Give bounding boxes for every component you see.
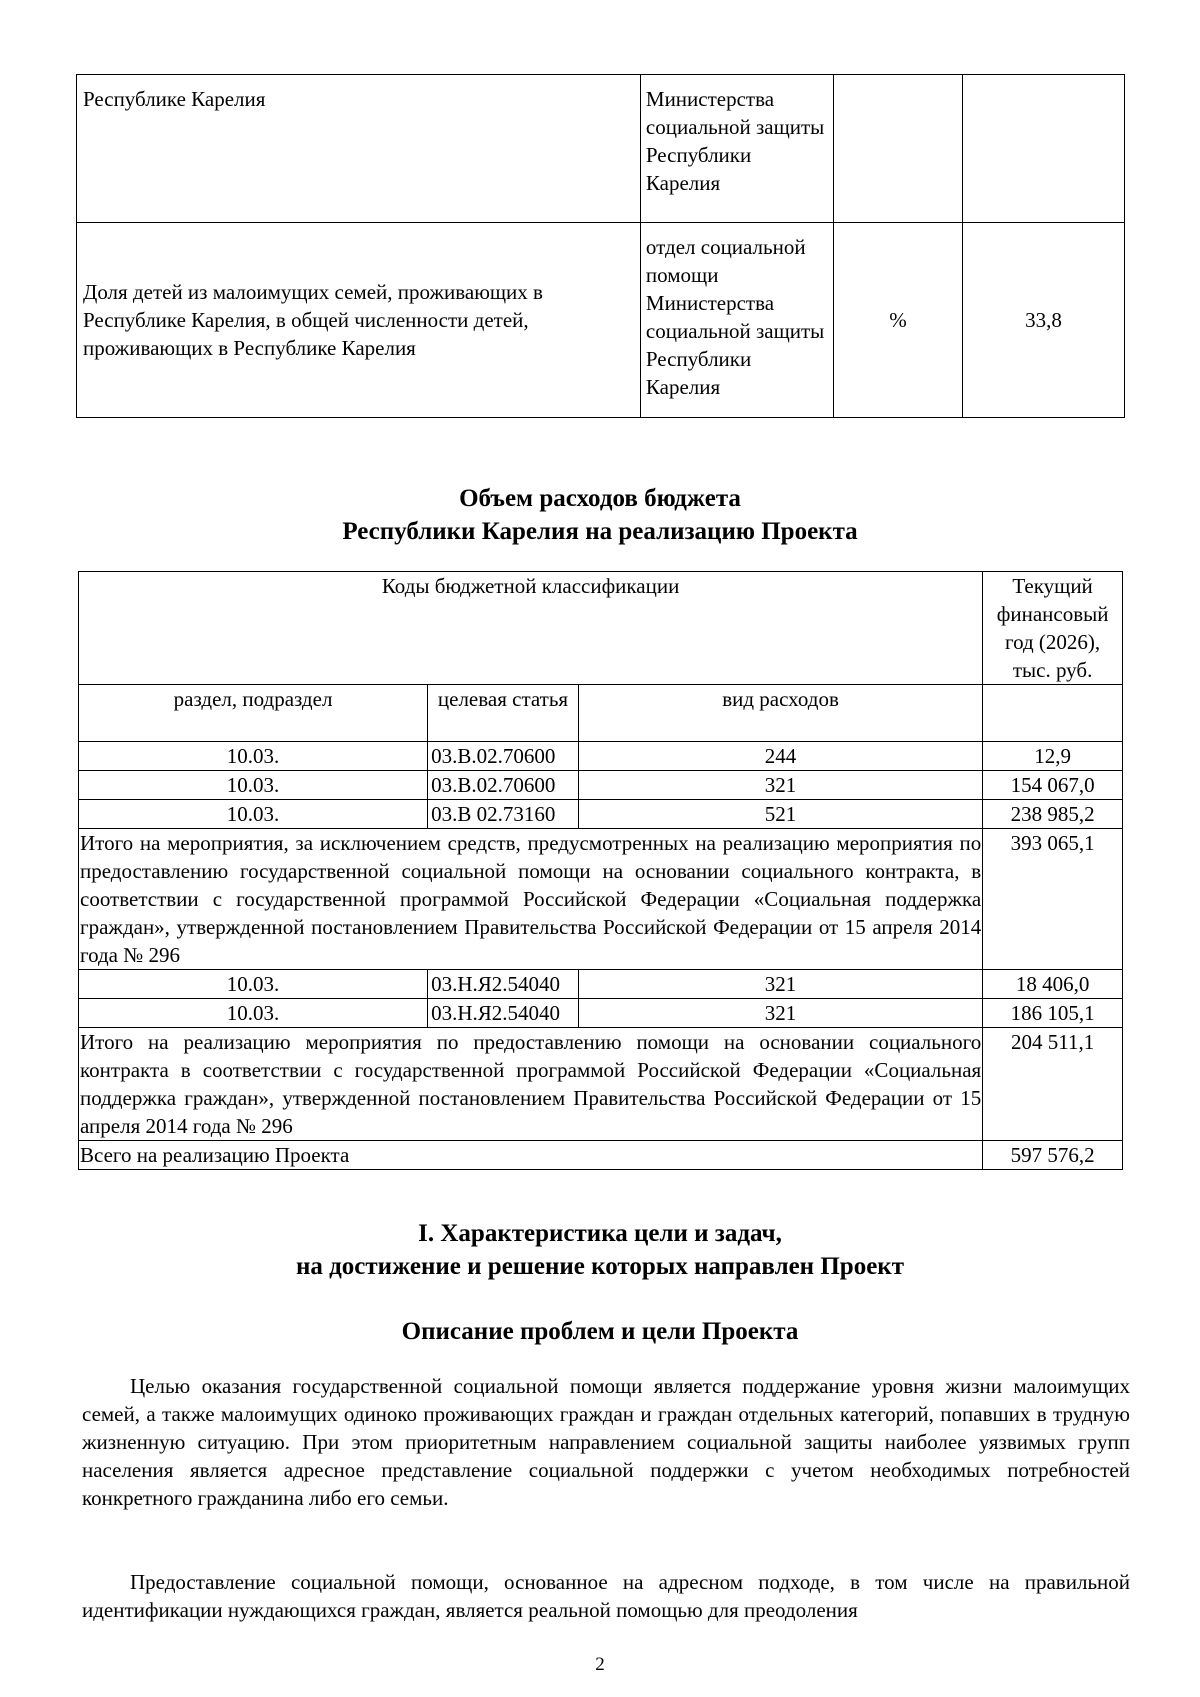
table-row bbox=[79, 742, 1123, 771]
article-cell: 03.В.02.70600 bbox=[428, 742, 579, 771]
unit-cell: % bbox=[833, 223, 962, 418]
budget-table bbox=[78, 571, 1123, 1170]
col-article: целевая статья bbox=[428, 685, 579, 742]
section-cell: 10.03. bbox=[79, 970, 428, 999]
table-subheader-row bbox=[79, 685, 1123, 742]
table-row bbox=[77, 75, 1125, 223]
body-paragraph: Предоставление социальной помощи, основанное на адресном подходе, в том числе на правильной идентификации нуждающихся граждан, является реальной помощью для преодоления bbox=[82, 1570, 1130, 1622]
section-heading-line1: I. Характеристика цели и задач, bbox=[418, 1220, 782, 1247]
table-row bbox=[77, 223, 1125, 418]
budget-heading bbox=[0, 482, 1200, 548]
responsible-cell: Министерства социальной защиты Республики Карелия bbox=[640, 75, 833, 223]
table-row bbox=[79, 800, 1123, 829]
type-cell: 321 bbox=[578, 970, 982, 999]
budget-heading-line2: Республики Карелия на реализацию Проекта bbox=[342, 518, 858, 545]
subtotal-row bbox=[79, 829, 1123, 970]
subtotal-row bbox=[79, 1028, 1123, 1141]
section-heading bbox=[0, 1217, 1200, 1283]
type-cell: 321 bbox=[578, 999, 982, 1028]
amount-cell: 154 067,0 bbox=[983, 771, 1123, 800]
subtotal-text: Итого на реализацию мероприятия по предоставлению помощи на основании социального контракта в соответствии с государственной программой Российской Федерации «Социальная поддержка граждан», утвержденной постановлением Правительства Российской Федерации от 15 апреля 2014 года № 296 bbox=[79, 1028, 983, 1141]
article-cell: 03.Н.Я2.54040 bbox=[428, 970, 579, 999]
type-cell: 321 bbox=[578, 771, 982, 800]
article-cell: 03.В 02.73160 bbox=[428, 800, 579, 829]
body-paragraph: Целью оказания государственной социальной помощи является поддержание уровня жизни малоимущих семей, а также малоимущих одиноко проживающих граждан и граждан отдельных категорий, попавших в трудную жизненную ситуацию. При этом приоритетным направлением социальной защиты наиболее уязвимых групп населения является адресное представление социальной поддержки с учетом необходимых потребностей конкретного гражданина либо его семьи. bbox=[82, 1374, 1130, 1510]
amount-cell: 186 105,1 bbox=[983, 999, 1123, 1028]
subtotal-amount: 204 511,1 bbox=[983, 1028, 1123, 1141]
col-type: вид расходов bbox=[578, 685, 982, 742]
indicators-table bbox=[76, 74, 1125, 418]
value-cell: 33,8 bbox=[963, 223, 1125, 418]
responsible-cell: отдел социальной помощи Министерства социальной защиты Республики Карелия bbox=[640, 223, 833, 418]
section-cell: 10.03. bbox=[79, 771, 428, 800]
budget-heading-line1: Объем расходов бюджета bbox=[459, 485, 741, 512]
total-row bbox=[79, 1141, 1123, 1170]
table-row bbox=[79, 970, 1123, 999]
total-amount: 597 576,2 bbox=[983, 1141, 1123, 1170]
indicator-cell: Республике Карелия bbox=[77, 75, 641, 223]
value-cell bbox=[963, 75, 1125, 223]
type-cell: 521 bbox=[578, 800, 982, 829]
amount-cell: 238 985,2 bbox=[983, 800, 1123, 829]
amount-cell: 12,9 bbox=[983, 742, 1123, 771]
section-cell: 10.03. bbox=[79, 999, 428, 1028]
section-cell: 10.03. bbox=[79, 800, 428, 829]
col-empty bbox=[983, 685, 1123, 742]
amount-cell: 18 406,0 bbox=[983, 970, 1123, 999]
header-year: Текущий финансовый год (2026), тыс. руб. bbox=[983, 572, 1123, 685]
table-row bbox=[79, 771, 1123, 800]
page-number: 2 bbox=[595, 1654, 605, 1675]
subtotal-amount: 393 065,1 bbox=[983, 829, 1123, 970]
header-codes: Коды бюджетной классификации bbox=[79, 572, 983, 685]
col-section: раздел, подраздел bbox=[79, 685, 428, 742]
section-heading-line2: на достижение и решение которых направлен Проект bbox=[296, 1253, 904, 1280]
article-cell: 03.В.02.70600 bbox=[428, 771, 579, 800]
subsection-heading: Описание проблем и цели Проекта bbox=[401, 1318, 799, 1345]
table-header-row bbox=[79, 572, 1123, 685]
article-cell: 03.Н.Я2.54040 bbox=[428, 999, 579, 1028]
subtotal-text: Итого на мероприятия, за исключением средств, предусмотренных на реализацию мероприятия по предоставлению государственной социальной помощи на основании социального контракта, в соответствии с государственной программой Российской Федерации «Социальная поддержка граждан», утвержденной постановлением Правительства Российской Федерации от 15 апреля 2014 года № 296 bbox=[79, 829, 983, 970]
total-text: Всего на реализацию Проекта bbox=[79, 1141, 983, 1170]
indicator-cell: Доля детей из малоимущих семей, проживающих в Республике Карелия, в общей численности детей, проживающих в Республике Карелия bbox=[77, 223, 641, 418]
section-cell: 10.03. bbox=[79, 742, 428, 771]
unit-cell bbox=[833, 75, 962, 223]
table-row bbox=[79, 999, 1123, 1028]
type-cell: 244 bbox=[578, 742, 982, 771]
